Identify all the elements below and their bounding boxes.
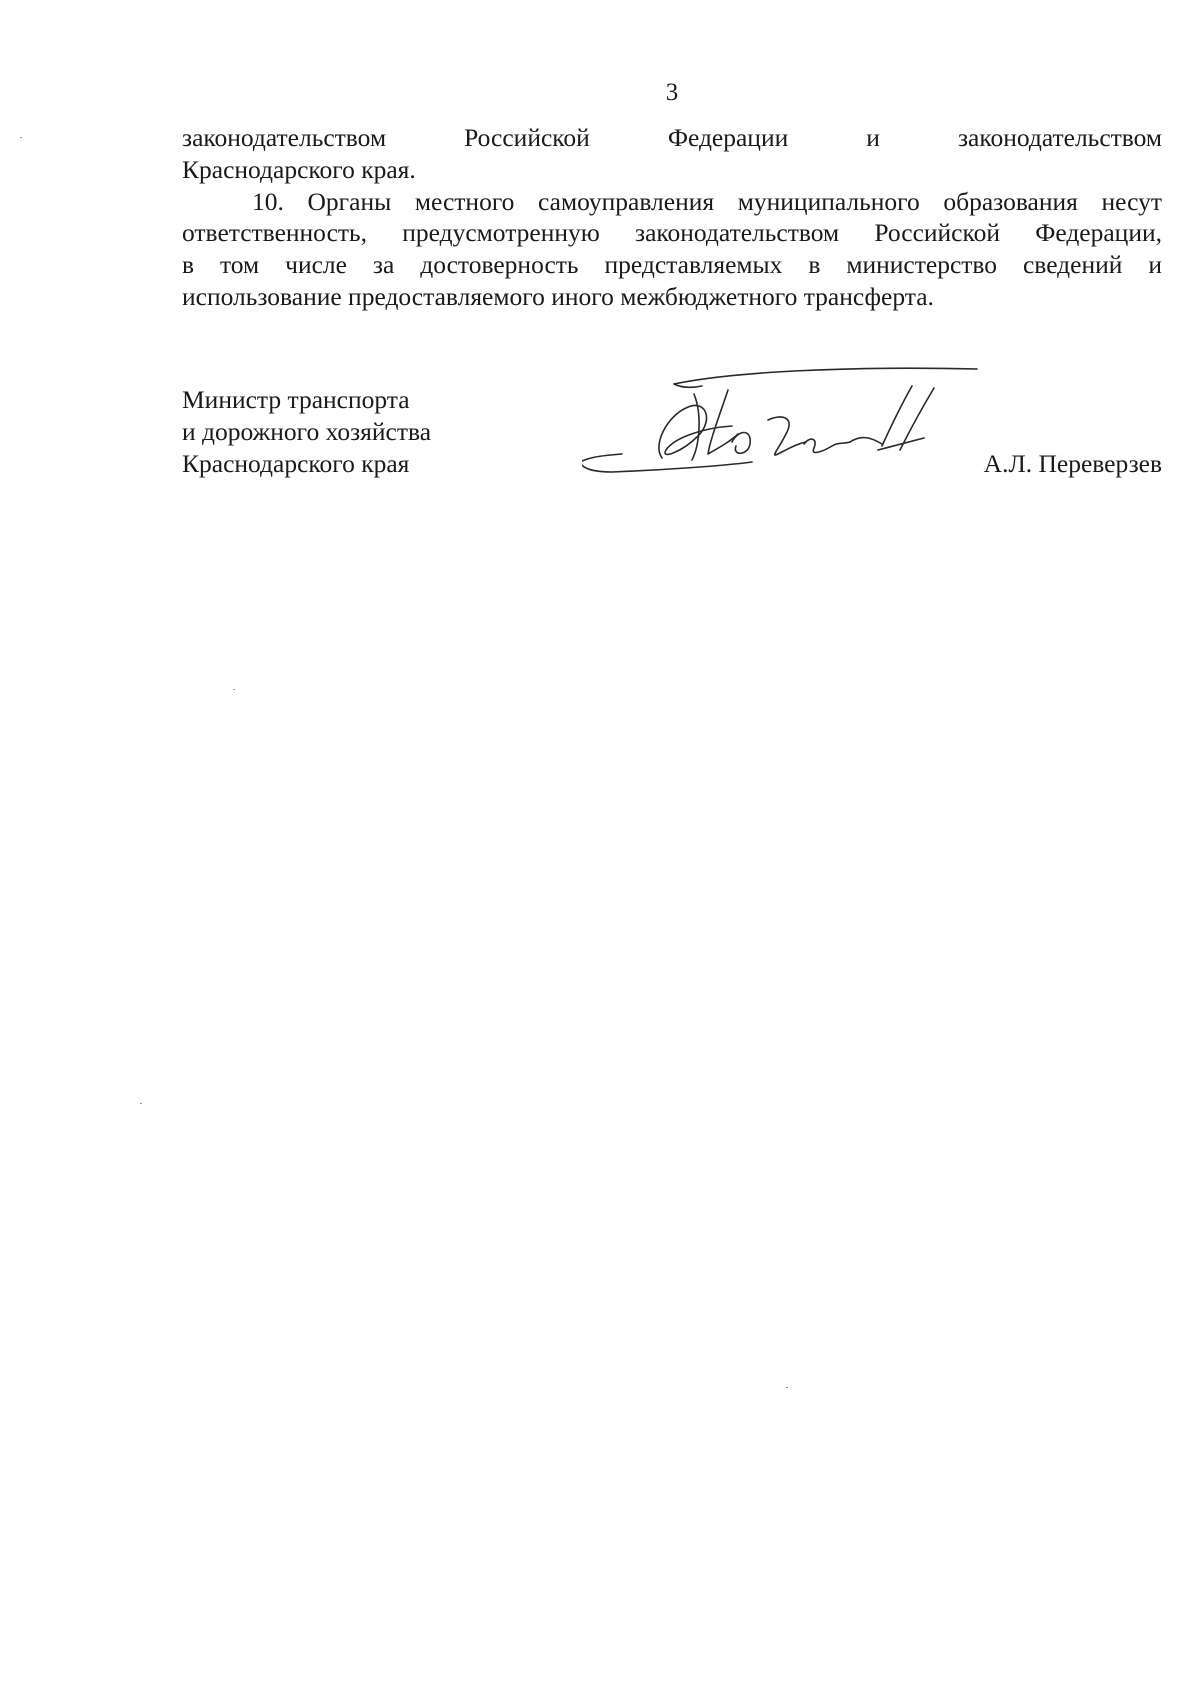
word: законодательством xyxy=(957,123,1163,152)
continuation-line-2: Краснодарского края. xyxy=(182,154,416,184)
item10-line-3: в том числе за достоверность представляемых в министерство сведений и xyxy=(182,250,1162,280)
item10-line-4: использование предоставляемого иного межбюджетного трансферта. xyxy=(182,281,934,311)
scan-speck xyxy=(140,1103,142,1104)
signer-position xyxy=(182,384,431,480)
document-body xyxy=(182,122,1162,313)
signer-name: А.Л. Переверзев xyxy=(983,449,1162,478)
word: Российской xyxy=(464,123,590,152)
word: и xyxy=(866,123,880,152)
page-number: 3 xyxy=(665,79,679,106)
scan-speck xyxy=(233,689,235,690)
signature-block xyxy=(182,384,1162,504)
handwritten-signature xyxy=(582,364,982,494)
position-line: Министр транспорта xyxy=(182,385,410,414)
scan-speck xyxy=(786,1387,788,1388)
scan-speck xyxy=(20,137,22,138)
item10-line-2: ответственность, предусмотренную законодательством Российской Федерации, xyxy=(182,218,1162,248)
word: законодательством xyxy=(182,123,387,152)
word: Федерации xyxy=(667,123,789,152)
position-line: и дорожного хозяйства xyxy=(182,417,432,446)
position-line: Краснодарского края xyxy=(182,449,410,478)
continuation-line-1 xyxy=(182,122,1162,154)
item10-line-1: 10. Органы местного самоуправления муниципального образования несут xyxy=(252,186,1162,216)
